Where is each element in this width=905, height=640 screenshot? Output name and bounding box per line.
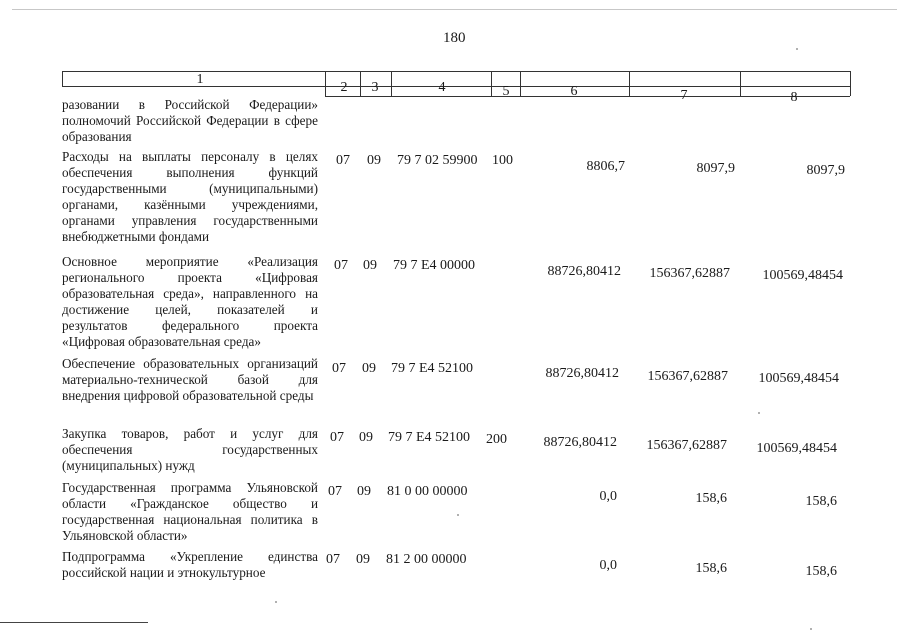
amount-col6: 0,0 xyxy=(599,489,617,504)
subsection-code: 09 xyxy=(357,484,371,499)
subsection-code: 09 xyxy=(359,430,373,445)
section-code: 07 xyxy=(328,484,342,499)
header-divider xyxy=(520,71,521,96)
subsection-code: 09 xyxy=(362,361,376,376)
amount-col6: 0,0 xyxy=(599,558,617,573)
section-code: 07 xyxy=(332,361,346,376)
row-description: Закупка товаров, работ и услуг для обеспечения государственных (муниципальных) нужд xyxy=(62,426,318,473)
row-description: разовании в Российской Федерации» полномочий Российской Федерации в сфере образования xyxy=(62,97,318,144)
header-divider xyxy=(629,71,630,96)
header-divider xyxy=(491,71,492,96)
row-description: Государственная программа Ульяновской области «Гражданское общество и государственная национальная политика в Ульяновской области» xyxy=(62,480,318,543)
section-code: 07 xyxy=(334,258,348,273)
header-divider xyxy=(325,71,326,96)
column-header: 1 xyxy=(196,72,204,87)
row-description: Основное мероприятие «Реализация регионального проекта «Цифровая образовательная среда», направленного на достижение целей, показателей и результатов федерального проекта «Цифровая образовательная среда» xyxy=(62,254,318,349)
amount-col6: 88726,80412 xyxy=(543,435,617,450)
header-divider xyxy=(391,71,392,96)
header-divider xyxy=(850,71,851,96)
target-article-code: 81 0 00 00000 xyxy=(387,484,468,499)
column-header: 5 xyxy=(502,84,510,99)
scan-speck xyxy=(758,412,760,414)
target-article-code: 81 2 00 00000 xyxy=(386,552,467,567)
footnote-rule xyxy=(0,622,148,623)
header-top-border xyxy=(62,71,850,72)
row-description: Расходы на выплаты персоналу в целях обеспечения выполнения функций государственными (муниципальными) органами, казёнными учреждениями, органами управления государственными внебюджетными фондами xyxy=(62,149,318,244)
header-divider xyxy=(740,71,741,96)
target-article-code: 79 7 Е4 52100 xyxy=(391,361,474,376)
header-bottom-border xyxy=(325,96,850,97)
amount-col7: 8097,9 xyxy=(696,161,735,176)
row-description: Подпрограмма «Укрепление единства российской нации и этнокультурное xyxy=(62,549,318,580)
amount-col6: 88726,80412 xyxy=(545,366,619,381)
column-header: 7 xyxy=(680,88,688,103)
header-divider xyxy=(62,71,63,86)
target-article-code: 79 7 02 59900 xyxy=(397,153,478,168)
column-header: 2 xyxy=(340,80,348,95)
amount-col7: 158,6 xyxy=(695,561,727,576)
scan-speck xyxy=(796,48,798,50)
amount-col8: 158,6 xyxy=(805,564,837,579)
section-code: 07 xyxy=(326,552,340,567)
amount-col8: 8097,9 xyxy=(806,163,845,178)
amount-col8: 100569,48454 xyxy=(762,268,843,283)
target-article-code: 79 7 Е4 00000 xyxy=(393,258,476,273)
amount-col7: 156367,62887 xyxy=(646,438,727,453)
column-header: 8 xyxy=(790,90,798,105)
amount-col8: 158,6 xyxy=(805,494,837,509)
top-rule xyxy=(12,9,897,10)
scan-speck xyxy=(275,601,277,603)
header-mid-border xyxy=(62,86,850,87)
column-header: 4 xyxy=(438,80,446,95)
amount-col7: 156367,62887 xyxy=(649,266,730,281)
column-header: 6 xyxy=(570,84,578,99)
amount-col8: 100569,48454 xyxy=(758,371,839,386)
scan-speck xyxy=(810,628,812,630)
page-number: 180 xyxy=(443,30,466,46)
section-code: 07 xyxy=(330,430,344,445)
subsection-code: 09 xyxy=(356,552,370,567)
amount-col8: 100569,48454 xyxy=(756,441,837,456)
expense-type-code: 100 xyxy=(492,153,513,168)
subsection-code: 09 xyxy=(367,153,381,168)
column-header: 3 xyxy=(371,80,379,95)
row-description: Обеспечение образовательных организаций материально-технической базой для внедрения цифровой образовательной среды xyxy=(62,356,318,403)
amount-col7: 158,6 xyxy=(695,491,727,506)
target-article-code: 79 7 Е4 52100 xyxy=(388,430,471,445)
header-divider xyxy=(360,71,361,96)
subsection-code: 09 xyxy=(363,258,377,273)
section-code: 07 xyxy=(336,153,350,168)
amount-col6: 8806,7 xyxy=(586,159,625,174)
expense-type-code: 200 xyxy=(486,432,507,447)
scan-speck xyxy=(457,514,459,516)
amount-col7: 156367,62887 xyxy=(647,369,728,384)
amount-col6: 88726,80412 xyxy=(547,264,621,279)
